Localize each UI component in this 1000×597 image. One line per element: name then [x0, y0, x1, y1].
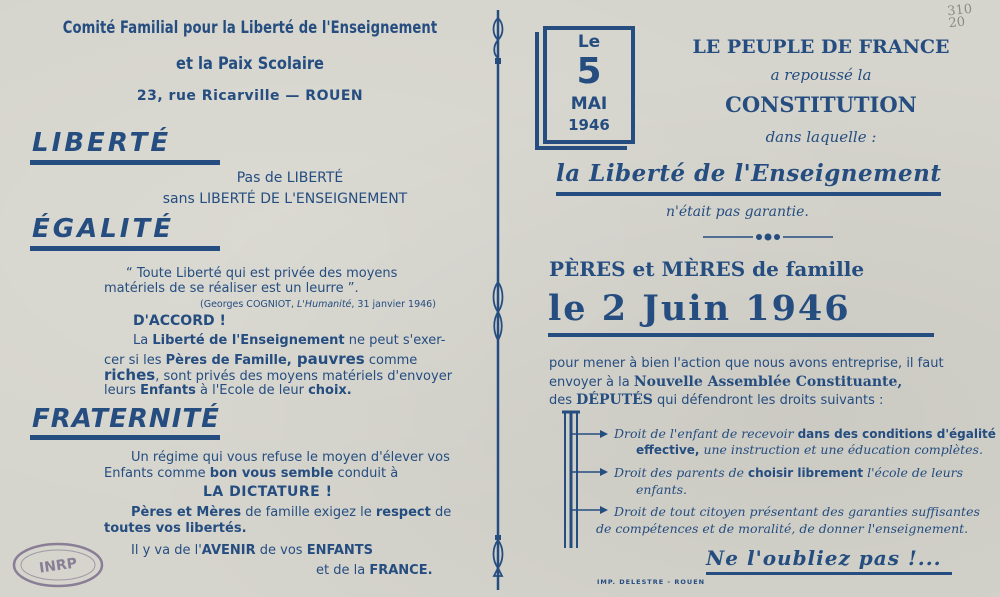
egalite-p-line4: leurs Enfants à l'Ecole de leur choix. [104, 383, 352, 398]
fraternite-line1: Un régime qui vous refuse le moyen d'élever vos [131, 450, 450, 465]
quote-line2: matériels de se réaliser est un leurre ”. [104, 281, 359, 296]
droit3-line1: Droit de tout citoyen présentant des garanties suffisantes [614, 504, 980, 519]
heading-egalite: ÉGALITÉ [32, 214, 174, 244]
date-le: Le [577, 32, 601, 52]
date-box [543, 26, 635, 144]
droit1-line1: Droit de l'enfant de recevoir dans des conditions d'égalité [614, 426, 996, 441]
organization-name-line2: et la Paix Scolaire [176, 54, 324, 74]
pencil-annotation: 310 20 [946, 1, 973, 32]
dans-laquelle: dans laquelle : [765, 128, 877, 146]
heading-liberte-underline [30, 160, 220, 165]
fraternite-line7: et de la FRANCE. [316, 563, 433, 578]
fraternite-line4: Pères et Mères de famille exigez le respect de [131, 505, 452, 520]
dictature: LA DICTATURE ! [203, 484, 333, 500]
liberte-line1: Pas de LIBERTÉ [236, 170, 344, 186]
droit1-line2: effective, une instruction et une éducation complètes. [636, 442, 983, 457]
pas-garantie: n'était pas garantie. [666, 204, 809, 220]
egalite-p-line3: riches, sont privés des moyens matériels d'envoyer [104, 366, 453, 384]
liberte-line2: sans LIBERTÉ DE L'ENSEIGNEMENT [162, 191, 408, 207]
flourish-ornament [703, 231, 833, 243]
date-2-juin: le 2 Juin 1946 [548, 288, 851, 329]
date-year: 1946 [568, 116, 610, 134]
quote-line1: “ Toute Liberté qui est privée des moyens [126, 266, 398, 281]
svg-text:INRP: INRP [38, 555, 79, 577]
mener-line1: pour mener à bien l'action que nous avons entreprise, il faut [549, 356, 944, 371]
mener-line2: envoyer à la Nouvelle Assemblée Constituante, [549, 374, 903, 390]
inrp-stamp [10, 540, 106, 590]
fraternite-line2: Enfants comme bon vous semble conduit à [104, 466, 399, 481]
organization-address: 23, rue Ricarville — ROUEN [136, 88, 364, 104]
date-month: MAI [570, 94, 608, 114]
constitution: CONSTITUTION [725, 92, 917, 117]
daccord: D'ACCORD ! [133, 313, 226, 329]
heading-egalite-underline [30, 246, 220, 251]
ne-oubliez-pas: Ne l'oubliez pas !... [706, 546, 942, 570]
heading-fraternite-underline [30, 435, 220, 440]
organization-name: Comité Familial pour la Liberté de l'Enseignement [62, 18, 438, 38]
droit2-line1: Droit des parents de choisir librement l'école de leurs [614, 465, 964, 480]
liberte-enseignement-underline [556, 192, 941, 196]
fraternite-line6: Il y va de l'AVENIR de vos ENFANTS [131, 543, 374, 558]
droit3-line2: de compétences et de moralité, de donner l'enseignement. [596, 521, 969, 536]
repousse: a repoussé la [770, 66, 872, 84]
fraternite-line5: toutes vos libertés. [104, 521, 247, 536]
liberte-enseignement: la Liberté de l'Enseignement [556, 160, 942, 187]
imprimeur: IMP. DELESTRE - ROUEN [597, 578, 706, 586]
peres-meres: PÈRES et MÈRES de famille [549, 257, 865, 281]
droit2-line2: enfants. [636, 482, 687, 497]
date-day: 5 [576, 51, 602, 92]
quote-source: (Georges COGNIOT, L'Humanité, 31 janvier 1946) [200, 299, 436, 310]
egalite-p-line1: La Liberté de l'Enseignement ne peut s'exer- [133, 333, 446, 348]
date-2-juin-underline [548, 333, 934, 337]
heading-liberte: LIBERTÉ [32, 128, 172, 158]
peuple-de-france: LE PEUPLE DE FRANCE [692, 36, 950, 58]
ne-oubliez-pas-underline [706, 572, 952, 575]
heading-fraternite: FRATERNITÉ [32, 404, 220, 434]
mener-line3: des DÉPUTÉS qui défendront les droits suivants : [549, 392, 884, 408]
egalite-p-line2: cer si les Pères de Famille, pauvres comme [104, 350, 418, 368]
ornamental-divider [492, 10, 504, 590]
